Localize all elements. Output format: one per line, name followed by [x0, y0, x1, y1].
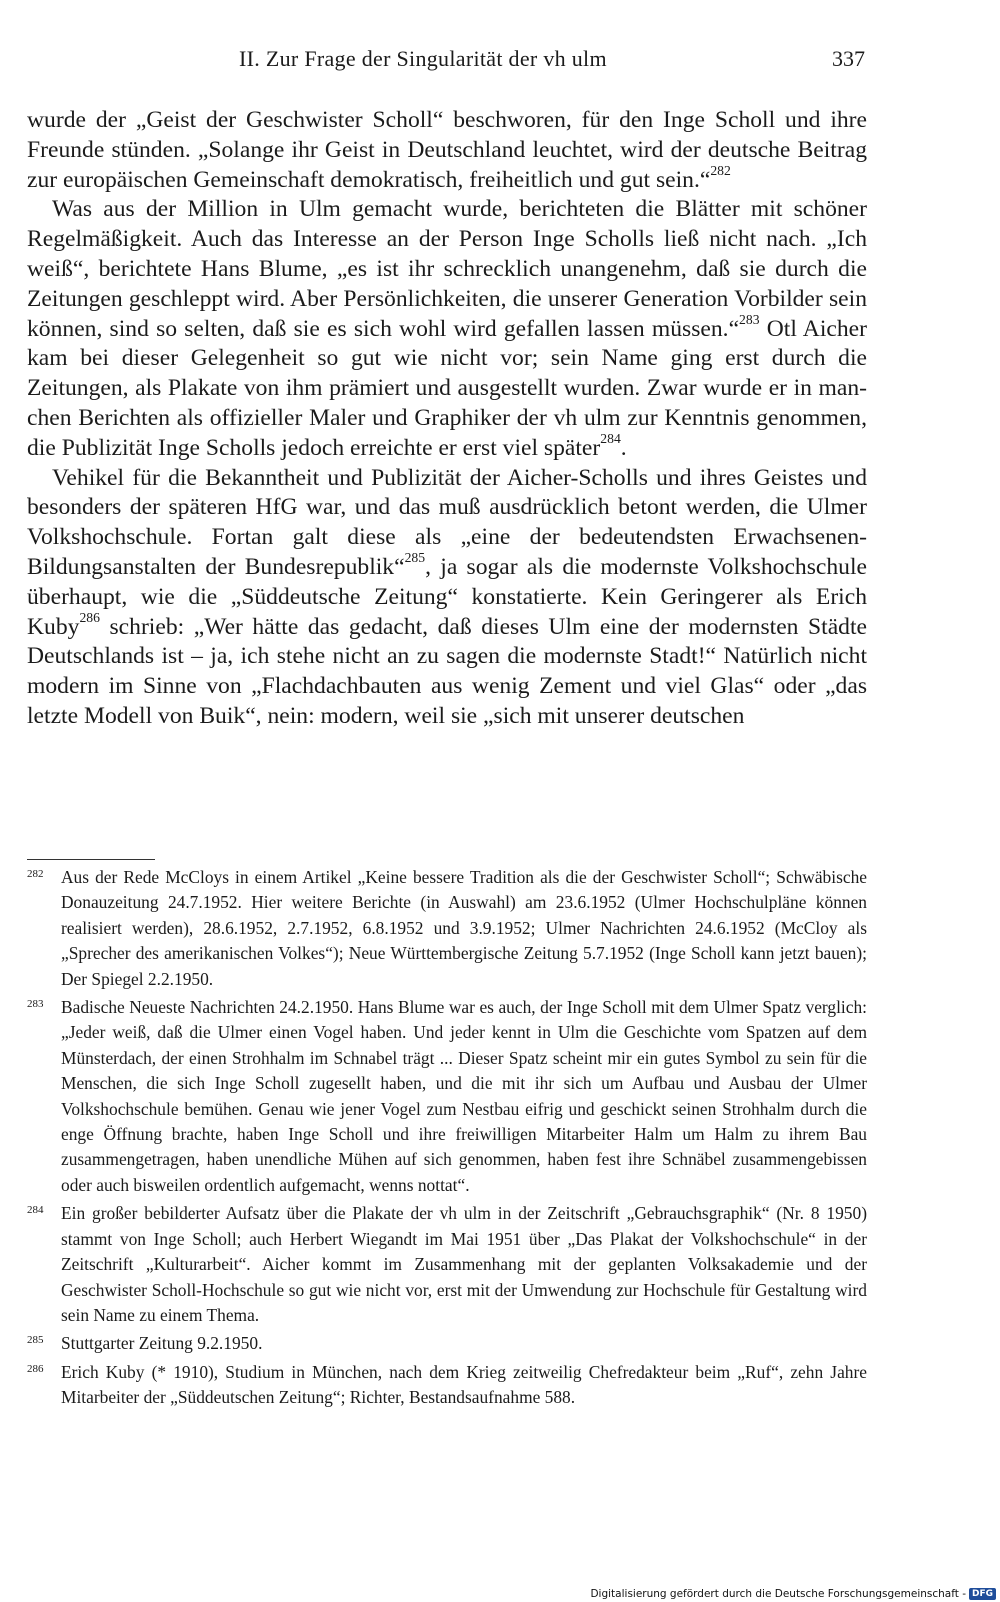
footnote	[27, 1331, 867, 1356]
footnote-ref[interactable]: 285	[404, 550, 426, 566]
footnote-ref[interactable]: 282	[710, 163, 731, 178]
footnote-ref[interactable]: 284	[600, 431, 621, 447]
page-number: 337	[832, 46, 865, 71]
footnote-number: 282	[27, 868, 44, 880]
paragraph	[27, 464, 867, 732]
running-header	[27, 42, 865, 76]
dfg-logo: DFG	[969, 1588, 996, 1600]
footnote-number: 286	[27, 1362, 44, 1375]
paragraph	[27, 106, 867, 195]
footnote-number: 283	[27, 998, 44, 1011]
footnote	[27, 995, 867, 1198]
footnote-ref[interactable]: 286	[79, 609, 100, 625]
text-run: wurde der „Geist der Geschwister Scholl“ beschworen, für den Inge Scholl und ihre Freunde stünden. „Solange ihr Geist in Deutschland leuchtet, wird der deutsche Beitrag zur europäischen Gemeinschaft demokratisch, freiheitlich und gut sein.“	[27, 107, 867, 193]
footnote	[27, 865, 867, 992]
main-text	[27, 106, 867, 732]
text-run: .	[620, 434, 627, 461]
footnote-text: Badische Neueste Nachrichten 24.2.1950. Hans Blume war es auch, der Inge Scholl mit dem Ulmer Spatz verglich: „Jeder weiß, daß die Ulmer einen Vogel haben. Und jeder kennt in Ulm die Geschichte vom Spatzen auf dem Münsterdach, der einen Strohhalm im Schnabel trägt ... Dieser Spatz scheint mir ein gutes Symbol zu sein für die Menschen, die sich Inge Scholl zugesellt haben, und die mit ihr sich um Aufbau und Ausbau der Ulmer Volkshochschule bemühen. Genau wie jener Vogel zum Nestbau eifrig und geschickt seinen Strohhalm durch die enge Öffnung brachte, haben Inge Scholl und ihre freiwilligen Mitarbeiter Halm um Halm zu ihrem Bau zusammengetragen, haben unendliche Mühen auf sich genommen, haben fest ihre Schnäbel zusammengebissen oder auch bisweilen ordentlich aufgemacht, wenns nottat“.	[61, 997, 867, 1195]
footnote-separator	[27, 859, 155, 860]
footnote-text: Aus der Rede McCloys in einem Artikel „Keine bessere Tradition als die der Geschwister Scholl“; Schwäbische Donauzeitung 24.7.1952. Hier weitere Berichte (in Auswahl) am 23.6.1952 (Ulmer Hochschulpläne können realisiert werden), 28.6.1952, 2.7.1952, 6.8.1952 und 3.9.1952; Ulmer Nachrichten 24.6.1952 (McCloy als „Sprecher des amerikanischen Volkes“); Neue Württembergische Zeitung 5.7.1952 (Inge Scholl kann jetzt bauen); Der Spiegel 2.2.1950.	[61, 867, 867, 989]
footnotes	[27, 865, 867, 1414]
text-run: , ja sogar als die modernste Volkshochschule überhaupt, wie die „Süddeutsche Zeitung“ konstatierte. Kein Geringerer als Erich Kuby	[27, 553, 867, 640]
footnote-ref[interactable]: 283	[739, 311, 760, 327]
text-run: Vehikel für die Bekanntheit und Publizität der Aicher-Scholls und ihres Geistes und besonders der späteren HfG war, und das muß ausdrücklich betont werden, die Ulmer Volkshochschule. Fortan galt diese als „eine der bedeutendsten Erwachsenen-Bildungsanstalten der Bundesrepublik“	[27, 464, 867, 580]
paragraph	[27, 195, 867, 463]
footnote-text: Stuttgarter Zeitung 9.2.1950.	[61, 1333, 263, 1354]
chapter-title: II. Zur Frage der Singularität der vh ulm	[239, 46, 607, 71]
footnote	[27, 1360, 867, 1411]
dfg-watermark-text: Digitalisierung gefördert durch die Deutsche Forschungsgemeinschaft -	[590, 1588, 966, 1600]
text-run: Otl Aicher kam bei dieser Gelegenheit so gut wie nicht vor; sein Name ging erst durch die Zeitungen, als Plakate von ihm prämiert und ausgestellt wurden. Zwar wurde er in manchen Berichten als offizieller Maler und Graphiker der vh ulm zur Kenntnis genommen, die Publizität Inge Scholls jedoch erreichte er erst viel später	[27, 315, 867, 461]
footnote-number: 285	[27, 1334, 44, 1347]
footnote	[27, 1201, 867, 1328]
text-run: schrieb: „Wer hätte das gedacht, daß dieses Ulm eine der modernsten Städte Deutschlands ist – ja, ich stehe nicht an zu sagen die modernste Stadt!“ Natürlich nicht modern im Sinne von „Flachdachbauten aus wenig Zement und viel Glas“ oder „das letzte Modell von Buik“, nein: modern, weil sie „sich mit unserer deutschen	[27, 613, 867, 729]
footnote-text: Ein großer bebilderter Aufsatz über die Plakate der vh ulm in der Zeitschrift „Gebrauchsgraphik“ (Nr. 8 1950) stammt von Inge Scholl; auch Herbert Wiegandt im Mai 1951 über „Das Plakat der Volkshochschule“ in der Zeitschrift „Kulturarbeit“. Aicher kommt im Zusammenhang mit der geplanten Volksakademie und der Geschwister Scholl-Hochschule so gut wie nicht vor, erst mit der Umwendung zur Hochschule für Gestaltung wird sein Name zu einem Thema.	[61, 1203, 867, 1325]
dfg-watermark	[590, 1588, 996, 1600]
footnote-text: Erich Kuby (* 1910), Studium in München, nach dem Krieg zeitweilig Chefredakteur beim „Ruf“, zehn Jahre Mitarbeiter der „Süddeutschen Zeitung“; Richter, Bestandsaufnahme 588.	[61, 1361, 867, 1408]
footnote-number: 284	[27, 1204, 44, 1217]
text-run: Was aus der Million in Ulm gemacht wurde, berichteten die Blätter mit schöner Regelmäßigkeit. Auch das Interesse an der Person Inge Scholls ließ nicht nach. „Ich weiß“, berichtete Hans Blume, „es ist ihr schrecklich unangenehm, daß sie durch die Zeitungen geschleppt wird. Aber Persönlichkeiten, die unserer Generation Vorbilder sein können, sind so selten, daß sie es sich wohl wird gefallen lassen müssen.“	[27, 196, 867, 342]
